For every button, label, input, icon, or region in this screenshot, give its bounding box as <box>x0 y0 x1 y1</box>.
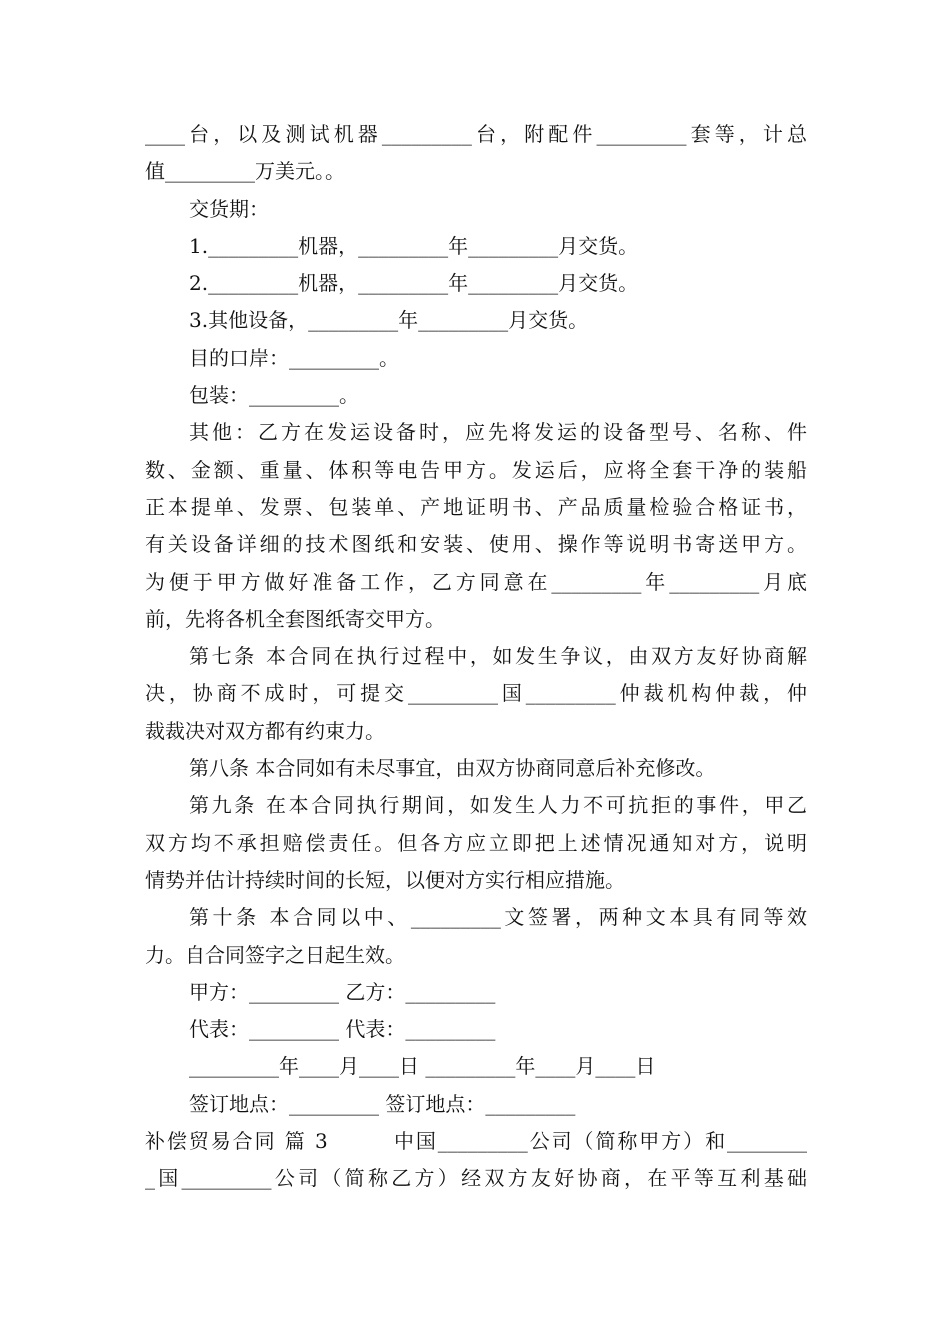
text-line: 3.其他设备，_________年_________月交货。 <box>189 308 589 333</box>
text-line: 力。自合同签字之日起生效。 <box>145 942 405 967</box>
text-line: 情势并估计持续时间的长短，以便对方实行相应措施。 <box>145 867 625 892</box>
text-line: ____台，以及测试机器_________台，附配件_________套等，计总 <box>145 122 807 146</box>
text-line: 正本提单、发票、包装单、产地证明书、产品质量检验合格证书， <box>145 494 807 519</box>
text-line: 目的口岸：_________。 <box>189 345 399 370</box>
text-line: 2._________机器，_________年_________月交货。 <box>189 271 639 296</box>
text-line: 双方均不承担赔偿责任。但各方应立即把上述情况通知对方，说明 <box>145 830 807 855</box>
text-line: _________年____月____日 _________年____月____日 <box>189 1054 656 1079</box>
text-line: 第八条 本合同如有未尽事宜，由双方协商同意后补充修改。 <box>189 756 716 781</box>
text-line: 代表：_________ 代表：_________ <box>189 1017 496 1042</box>
text-line: 裁裁决对双方都有约束力。 <box>145 718 385 743</box>
text-line: 为便于甲方做好准备工作，乙方同意在_________年_________月底 <box>145 569 807 594</box>
text-line: 前，先将各机全套图纸寄交甲方。 <box>145 606 445 631</box>
text-line: 第七条 本合同在执行过程中，如发生争议，由双方友好协商解 <box>189 644 807 669</box>
text-line: 签订地点：_________ 签订地点：_________ <box>189 1091 576 1116</box>
text-line: 补偿贸易合同 篇 3 中国_________公司（简称甲方）和________ <box>145 1129 807 1154</box>
text-line: 其他：乙方在发运设备时，应先将发运的设备型号、名称、件 <box>189 420 807 445</box>
text-line: 值_________万美元。。 <box>145 159 345 184</box>
text-line: 甲方：_________ 乙方：_________ <box>189 979 496 1004</box>
text-line: 1._________机器，_________年_________月交货。 <box>189 233 639 258</box>
text-line: 第九条 在本合同执行期间，如发生人力不可抗拒的事件，甲乙 <box>189 793 807 818</box>
text-line: 交货期： <box>189 196 269 221</box>
text-line: 数、金额、重量、体积等电告甲方。发运后，应将全套干净的装船 <box>145 457 807 482</box>
text-line: 包装：_________。 <box>189 383 359 408</box>
text-line: 第十条 本合同以中、_________文签署，两种文本具有同等效 <box>189 905 807 930</box>
text-line: 决，协商不成时，可提交_________国_________仲裁机构仲裁，仲 <box>145 681 807 706</box>
text-line: 有关设备详细的技术图纸和安装、使用、操作等说明书寄送甲方。 <box>145 532 807 557</box>
text-line: _国_________公司（简称乙方）经双方友好协商，在平等互利基础 <box>145 1166 807 1191</box>
document-body <box>145 116 807 1198</box>
